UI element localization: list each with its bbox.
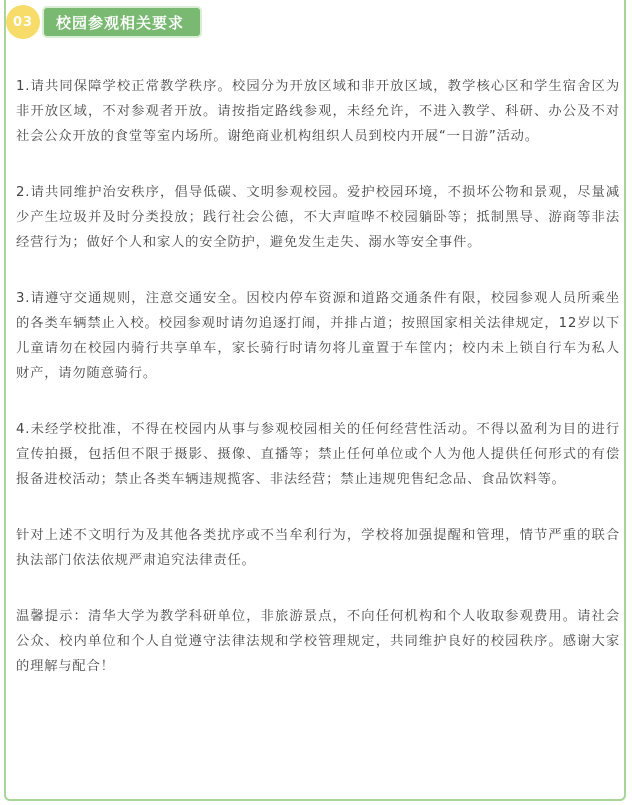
paragraph-enforcement: 针对上述不文明行为及其他各类扰序或不当牟利行为，学校将加强提醒和管理，情节严重的联合执法部门依法依规严肃追究法律责任。 xyxy=(16,528,620,568)
paragraph-public-security: 2.请共同维护治安秩序，倡导低碳、文明参观校园。爱护校园环境，不损坏公物和景观，尽量减少产生垃圾并及时分类投放；践行社会公德，不大声喧哗不校园躺卧等；抵制黑导、游商等非法经营行为；做好个人和家人的安全防护，避免发生走失、溺水等安全事件。 xyxy=(16,185,620,250)
paragraph-teaching-order: 1.请共同保障学校正常教学秩序。校园分为开放区域和非开放区域，教学核心区和学生宿舍区为非开放区域，不对参观者开放。请按指定路线参观，未经允许，不进入教学、科研、办公及不对社会公众开放的食堂等室内场所。谢绝商业机构组织人员到校内开展“一日游”活动。 xyxy=(16,79,620,144)
paragraph-traffic-rules: 3.请遵守交通规则，注意交通安全。因校内停车资源和道路交通条件有限，校园参观人员所乘坐的各类车辆禁止入校。校园参观时请勿追逐打闹，并排占道；按照国家相关法律规定，12岁以下儿童请勿在校园内骑行共享单车，家长骑行时请勿将儿童置于车筐内；校内未上锁自行车为私人财产，请勿随意骑行。 xyxy=(16,291,620,381)
paragraph-reminder: 温馨提示：清华大学为教学科研单位，非旅游景点，不向任何机构和个人收取参观费用。请社会公众、校内单位和个人自觉遵守法律法规和学校管理规定，共同维护良好的校园秩序。感谢大家的理解与配合！ xyxy=(16,609,620,674)
article-body xyxy=(16,74,620,710)
section-title-bar xyxy=(44,8,200,36)
section-number-badge: 03 xyxy=(6,5,40,39)
section-title: 校园参观相关要求 xyxy=(56,13,185,32)
section-header xyxy=(6,5,200,39)
paragraph-commercial-activity: 4.未经学校批准，不得在校园内从事与参观校园相关的任何经营性活动。不得以盈利为目的进行宣传拍摄，包括但不限于摄影、摄像、直播等；禁止任何单位或个人为他人提供任何形式的有偿报备进校活动；禁止各类车辆违规揽客、非法经营；禁止违规兜售纪念品、食品饮料等。 xyxy=(16,422,620,487)
